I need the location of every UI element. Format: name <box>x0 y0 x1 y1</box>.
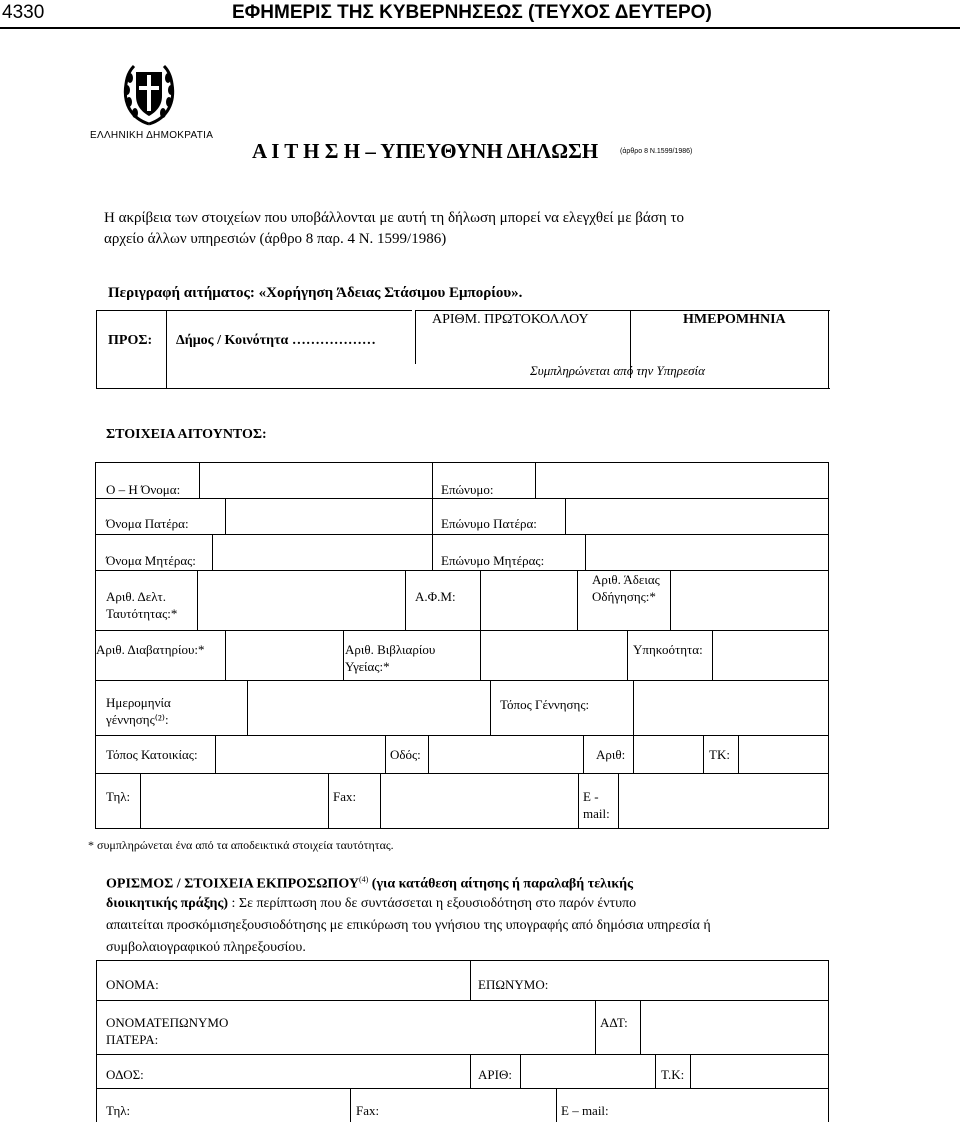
id-card-field[interactable] <box>198 571 404 629</box>
birth-date-label-1: Ημερομηνία <box>106 695 171 710</box>
first-name-field[interactable] <box>200 463 431 497</box>
passport-label: Αριθ. Διαβατηρίου:* <box>96 642 205 657</box>
representative-line2-bold: διοικητικής πράξης) <box>106 896 229 911</box>
representative-title-sup: (4) <box>358 875 369 884</box>
rep-id-label: ΑΔΤ: <box>600 1015 628 1030</box>
rep-father-label-1: ΟΝΟΜΑΤΕΠΩΝΥΜΟ <box>106 1015 229 1030</box>
birth-date-label-2: γέννησης⁽²⁾: <box>106 712 169 727</box>
page-number: 4330 <box>2 2 45 23</box>
protocol-label: ΑΡΙΘΜ. ΠΡΩΤΟΚΟΛΛΟΥ <box>432 312 589 327</box>
rep-postcode-field[interactable] <box>691 1055 827 1087</box>
mother-name-field[interactable] <box>213 535 431 569</box>
fax-label: Fax: <box>333 789 357 804</box>
representative-line4: συμβολαιογραφικού πληρεξουσίου. <box>106 940 306 955</box>
rep-surname-label: ΕΠΩΝΥΜΟ: <box>478 977 549 992</box>
greek-coat-of-arms-icon <box>118 58 180 128</box>
mother-name-label: Όνομα Μητέρας: <box>106 553 196 568</box>
email-label-2: mail: <box>583 806 610 821</box>
passport-field[interactable] <box>226 631 342 679</box>
municipality-field[interactable]: Δήμος / Κοινότητα ……………… <box>176 333 376 348</box>
rep-postcode-label: Τ.Κ: <box>661 1067 685 1082</box>
fax-field[interactable] <box>381 774 577 827</box>
number-field[interactable] <box>634 736 702 772</box>
health-book-field[interactable] <box>481 631 626 679</box>
street-field[interactable] <box>429 736 582 772</box>
phone-field[interactable] <box>141 774 327 827</box>
mother-surname-field[interactable] <box>586 535 827 569</box>
header-rule <box>0 27 960 29</box>
tax-number-field[interactable] <box>481 571 576 629</box>
request-description: Περιγραφή αιτήματος: «Χορήγηση Άδειας Στάσιμου Εμπορίου». <box>108 285 523 301</box>
form-title: Α Ι Τ Η Σ Η – ΥΠΕΥΘΥΝΗ ΔΗΛΩΣΗ <box>252 139 599 163</box>
email-field[interactable] <box>619 774 827 827</box>
rep-father-label-2: ΠΑΤΕΡΑ: <box>106 1032 159 1047</box>
health-book-label-1: Αριθ. Βιβλιαρίου <box>345 642 436 657</box>
birth-place-label: Τόπος Γέννησης: <box>500 697 590 712</box>
health-book-label-2: Υγείας:* <box>345 659 390 674</box>
license-label-2: Οδήγησης:* <box>592 589 656 604</box>
representative-line3: απαιτείται προσκόμισηεξουσιοδότησης με επικύρωση του γνήσιου της υπογραφής από δημόσια υπηρεσία ή <box>106 918 711 933</box>
residence-field[interactable] <box>216 736 384 772</box>
rep-name-field[interactable] <box>175 961 469 999</box>
rep-phone-label: Τηλ: <box>106 1103 131 1118</box>
phone-label: Τηλ: <box>106 789 131 804</box>
birth-date-field[interactable] <box>248 681 489 734</box>
id-card-label-2: Ταυτότητας:* <box>106 606 178 621</box>
tax-number-label: Α.Φ.Μ: <box>415 589 456 604</box>
rep-phone-field[interactable] <box>145 1089 349 1121</box>
postcode-label: ΤΚ: <box>709 747 730 762</box>
residence-label: Τόπος Κατοικίας: <box>106 747 198 762</box>
rep-street-field[interactable] <box>150 1055 469 1087</box>
rep-number-label: ΑΡΙΘ: <box>478 1067 512 1082</box>
rep-id-field[interactable] <box>641 1001 827 1053</box>
emblem-caption: ΕΛΛΗΝΙΚΗ ΔΗΜΟΚΡΑΤΙΑ <box>90 130 214 141</box>
rep-email-field[interactable] <box>620 1089 827 1121</box>
applicant-section-title: ΣΤΟΙΧΕΙΑ ΑΙΤΟΥΝΤΟΣ: <box>106 427 267 442</box>
father-surname-label: Επώνυμο Πατέρα: <box>441 516 537 531</box>
rep-number-field[interactable] <box>521 1055 654 1087</box>
rep-fax-label: Fax: <box>356 1103 380 1118</box>
surname-label: Επώνυμο: <box>441 482 494 497</box>
postcode-field[interactable] <box>739 736 827 772</box>
rep-name-label: ΟΝΟΜΑ: <box>106 977 159 992</box>
representative-title: ΟΡΙΣΜΟΣ / ΣΤΟΙΧΕΙΑ ΕΚΠΡΟΣΩΠΟΥ <box>106 876 359 892</box>
id-card-label-1: Αριθ. Δελτ. <box>106 589 166 604</box>
first-name-label: Ο – Η Όνομα: <box>106 482 181 497</box>
representative-title-rest: (για κατάθεση αίτησης ή παραλαβή τελικής <box>368 876 634 892</box>
street-label: Οδός: <box>390 747 421 762</box>
father-surname-field[interactable] <box>566 499 827 533</box>
rep-email-label: E – mail: <box>561 1103 609 1118</box>
footnote: * συμπληρώνεται ένα από τα αποδεικτικά στοιχεία ταυτότητας. <box>88 838 394 852</box>
father-name-field[interactable] <box>226 499 431 533</box>
surname-field[interactable] <box>536 463 827 497</box>
email-label-1: E - <box>583 789 599 804</box>
rep-surname-field[interactable] <box>560 961 827 999</box>
number-label: Αριθ: <box>596 747 626 762</box>
form-title-note: (άρθρο 8 Ν.1599/1986) <box>620 148 693 155</box>
rep-street-label: ΟΔΟΣ: <box>106 1067 144 1082</box>
birth-place-field[interactable] <box>634 681 827 734</box>
license-label-1: Αριθ. Άδειας <box>592 572 660 587</box>
gazette-title: ΕΦΗΜΕΡΙΣ ΤΗΣ ΚΥΒΕΡΝΗΣΕΩΣ (ΤΕΥΧΟΣ ΔΕΥΤΕΡΟ) <box>232 2 712 23</box>
representative-line2-rest: : Σε περίπτωση που δε συντάσσεται η εξουσιοδότηση στο παρόν έντυπο <box>228 896 637 911</box>
to-label: ΠΡΟΣ: <box>108 333 153 348</box>
mother-surname-label: Επώνυμο Μητέρας: <box>441 553 545 568</box>
license-field[interactable] <box>671 571 827 629</box>
rep-fax-field[interactable] <box>390 1089 555 1121</box>
intro-line-2: αρχείο άλλων υπηρεσιών (άρθρο 8 παρ. 4 Ν. 1599/1986) <box>104 231 447 247</box>
intro-line-1: Η ακρίβεια των στοιχείων που υποβάλλονται με αυτή τη δήλωση μπορεί να ελεγχθεί με βάση το <box>104 210 684 226</box>
rep-father-field[interactable] <box>250 1001 594 1053</box>
citizenship-field[interactable] <box>713 631 827 679</box>
date-label: ΗΜΕΡΟΜΗΝΙΑ <box>683 312 786 327</box>
citizenship-label: Υπηκοότητα: <box>633 642 703 657</box>
service-note: Συμπληρώνεται από την Υπηρεσία <box>530 363 705 378</box>
father-name-label: Όνομα Πατέρα: <box>106 516 189 531</box>
